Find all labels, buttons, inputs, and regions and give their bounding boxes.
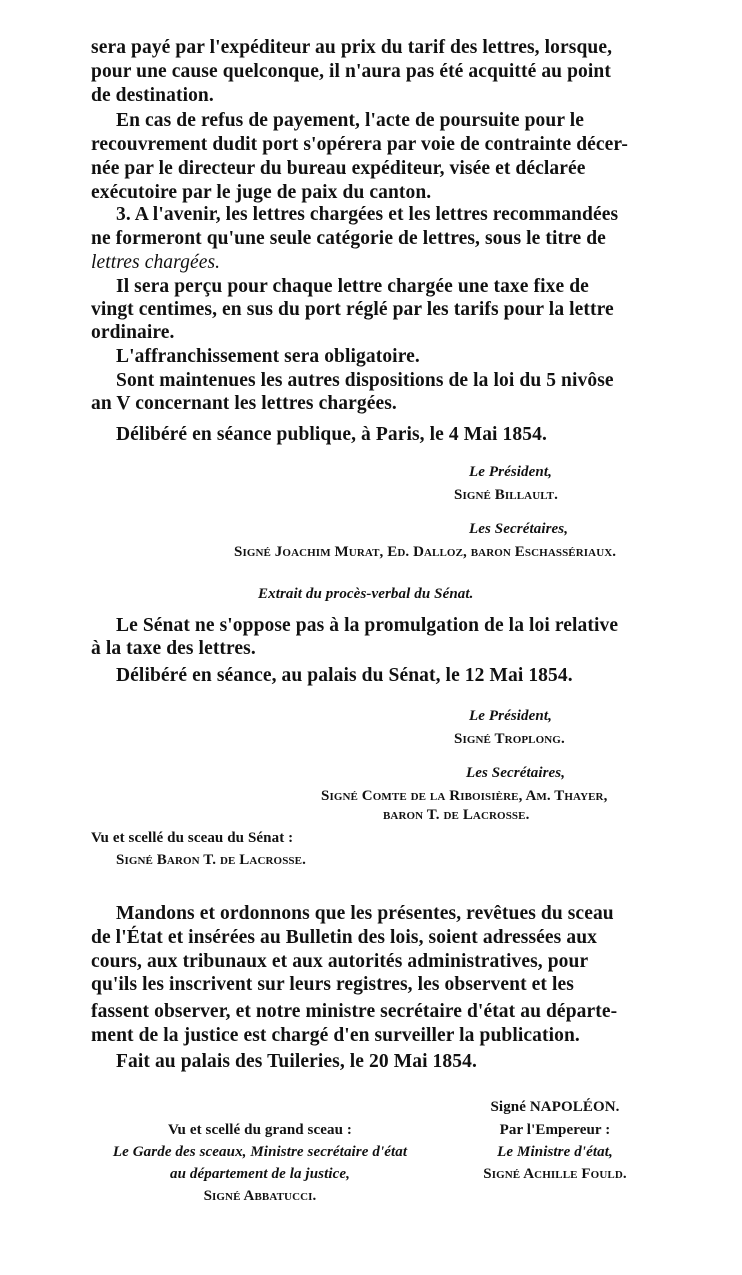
- senate-seal-signature: Signé Baron T. de Lacrosse.: [116, 852, 306, 868]
- mandate-line: Mandons et ordonnons que les présentes, revêtues du sceau: [116, 903, 614, 924]
- mandate-line: qu'ils les inscrivent sur leurs registres, les observent et les: [91, 974, 574, 995]
- garde-des-sceaux-line: Le Garde des sceaux, Ministre secrétaire d'état: [112, 1144, 408, 1160]
- ministre-etat-line: Le Ministre d'état,: [497, 1144, 613, 1160]
- senate-secretaries-line: Signé Comte de la Riboisière, Am. Thayer,: [321, 788, 608, 804]
- senate-line: Le Sénat ne s'oppose pas à la promulgation de la loi relative: [116, 615, 619, 636]
- body-line: recouvrement dudit port s'opérera par voie de contrainte décer-: [91, 134, 629, 155]
- senate-seal-line: Vu et scellé du sceau du Sénat :: [91, 830, 294, 846]
- body-line: de destination.: [91, 85, 214, 106]
- senate-extract-title: Extrait du procès-verbal du Sénat.: [258, 586, 474, 602]
- secretaries-signature: Signé Joachim Murat, Ed. Dalloz, baron Eschassériaux.: [234, 544, 617, 560]
- senate-secretaries-line: baron T. de Lacrosse.: [383, 807, 530, 823]
- abbatucci-signature: Signé Abbatucci.: [203, 1188, 317, 1204]
- body-line: an V concernant les lettres chargées.: [91, 393, 397, 414]
- article-3-line: 3. A l'avenir, les lettres chargées et les lettres recommandées: [116, 204, 619, 225]
- body-line: sera payé par l'expéditeur au prix du tarif des lettres, lorsque,: [91, 37, 613, 58]
- tuileries-date: Fait au palais des Tuileries, le 20 Mai 1854.: [116, 1051, 477, 1072]
- secretaries-title: Les Secrétaires,: [469, 521, 569, 537]
- senate-deliberation-date: Délibéré en séance, au palais du Sénat, le 12 Mai 1854.: [116, 665, 573, 686]
- president-title: Le Président,: [469, 464, 552, 480]
- par-empereur-line: Par l'Empereur :: [499, 1122, 611, 1138]
- body-line: née par le directeur du bureau expéditeur, visée et déclarée: [91, 158, 586, 179]
- grand-seal-line: Vu et scellé du grand sceau :: [167, 1122, 352, 1138]
- mandate-line: cours, aux tribunaux et aux autorités administratives, pour: [91, 951, 589, 972]
- body-line: pour une cause quelconque, il n'aura pas été acquitté au point: [91, 61, 611, 82]
- senate-line: à la taxe des lettres.: [91, 638, 256, 659]
- body-line: exécutoire par le juge de paix du canton.: [91, 182, 432, 203]
- justice-department-line: au département de la justice,: [170, 1166, 350, 1182]
- mandate-line: fassent observer, et notre ministre secrétaire d'état au départe-: [91, 1001, 618, 1022]
- body-line: Il sera perçu pour chaque lettre chargée une taxe fixe de: [116, 276, 589, 297]
- mandate-line: de l'État et insérées au Bulletin des lois, soient adressées aux: [91, 927, 597, 948]
- mandate-line: ment de la justice est chargé d'en surveiller la publication.: [91, 1025, 580, 1046]
- body-line: Sont maintenues les autres dispositions de la loi du 5 nivôse: [116, 370, 614, 391]
- deliberation-date: Délibéré en séance publique, à Paris, le 4 Mai 1854.: [116, 424, 547, 445]
- body-line: L'affranchissement sera obligatoire.: [116, 346, 420, 367]
- body-line: ordinaire.: [91, 322, 175, 343]
- senate-president-signature: Signé Troplong.: [454, 731, 565, 747]
- napoleon-signature: Signé NAPOLÉON.: [490, 1099, 620, 1115]
- fould-signature: Signé Achille Fould.: [483, 1166, 627, 1182]
- senate-president-title: Le Président,: [469, 708, 552, 724]
- senate-secretaries-title: Les Secrétaires,: [466, 765, 566, 781]
- body-line: ne formeront qu'une seule catégorie de lettres, sous le titre de: [91, 228, 606, 249]
- body-line-italic: lettres chargées.: [91, 252, 221, 273]
- body-line: vingt centimes, en sus du port réglé par les tarifs pour la lettre: [91, 299, 614, 320]
- body-line: En cas de refus de payement, l'acte de poursuite pour le: [116, 110, 584, 131]
- president-signature: Signé Billault.: [454, 487, 558, 503]
